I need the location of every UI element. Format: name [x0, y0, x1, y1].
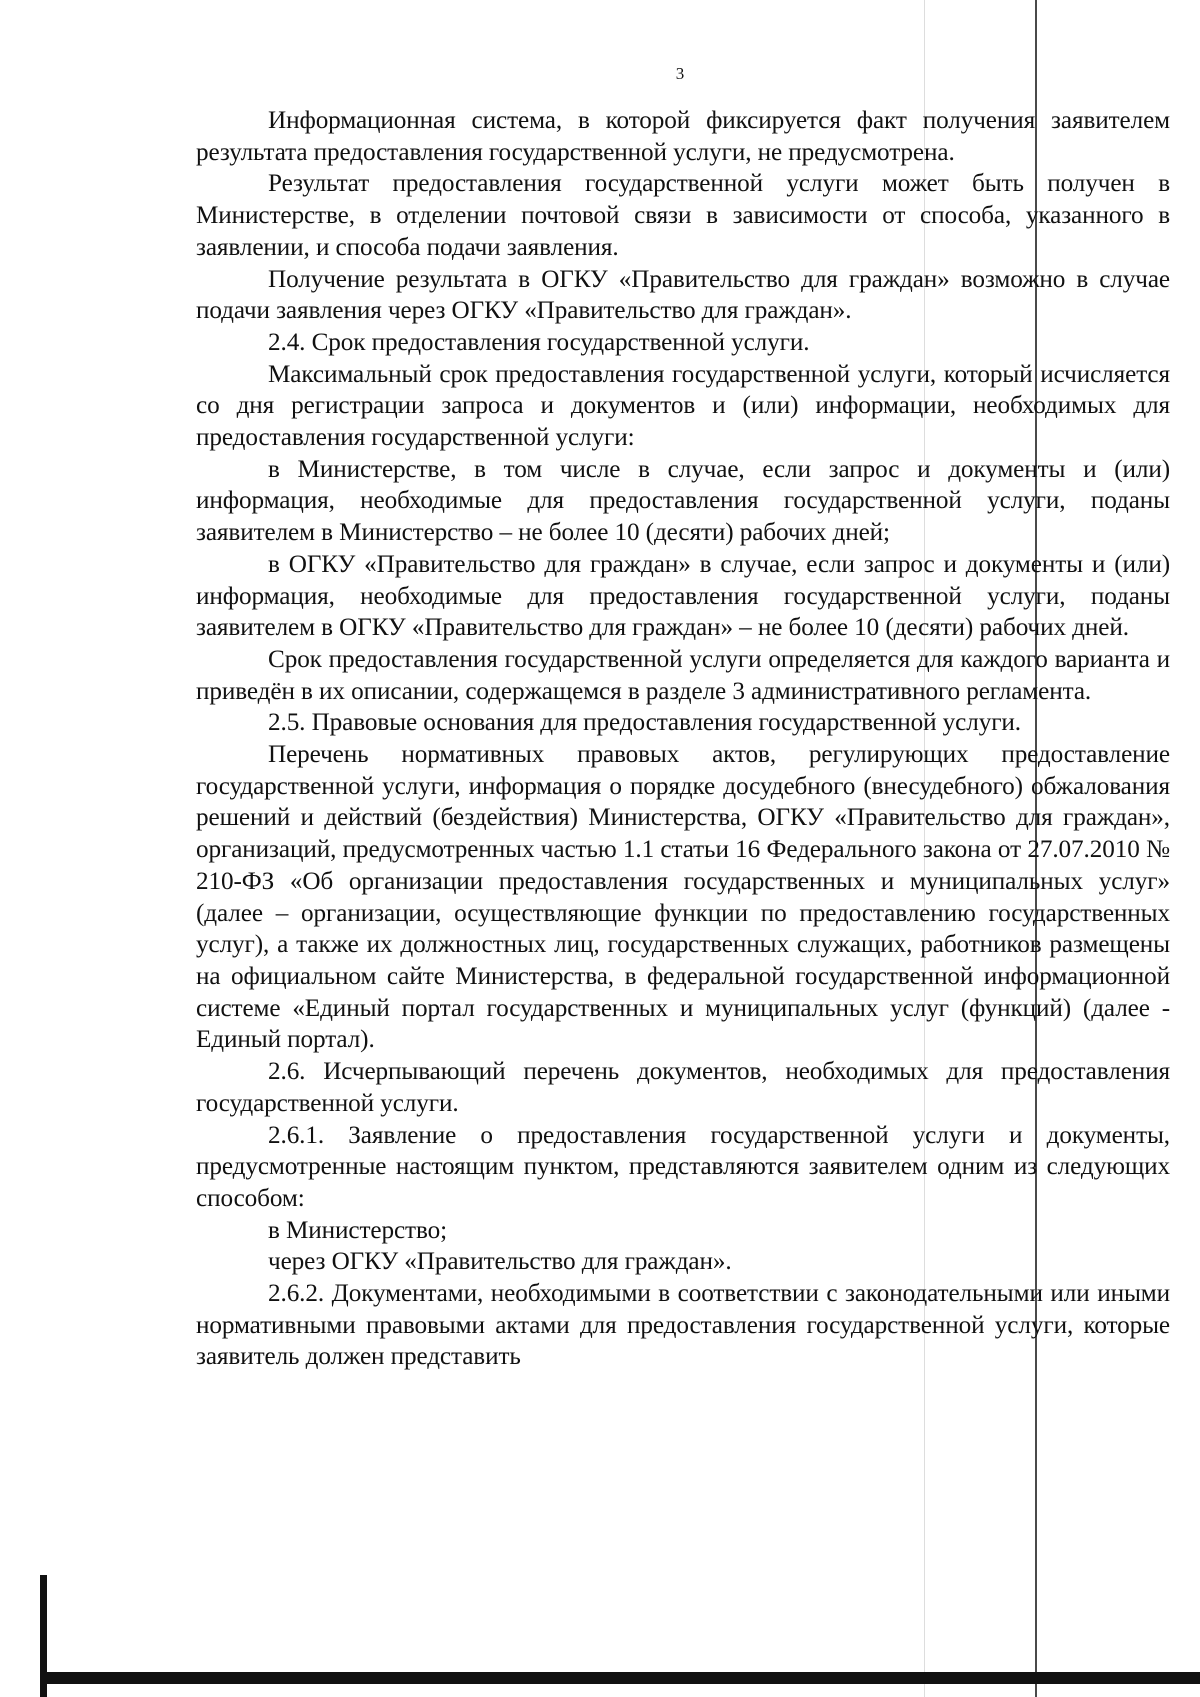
- section-heading-2-6: 2.6. Исчерпывающий перечень документов, необходимых для предоставления государственной услуги.: [196, 1058, 1170, 1117]
- document-body: [196, 105, 1170, 1373]
- section-heading-2-4: 2.4. Срок предоставления государственной услуги.: [268, 328, 810, 356]
- page-number: 3: [675, 64, 685, 83]
- paragraph-term-ministry: в Министерстве, в том числе в случае, если запрос и документы и (или) информация, необходимые для предоставления государственной услуги, поданы заявителем в Министерство – не более 10 (десяти) рабочих дней;: [196, 455, 1170, 547]
- paragraph-max-term: Максимальный срок предоставления государственной услуги, который исчисляется со дня регистрации запроса и документов и (или) информации, необходимых для предоставления государственной услуги:: [196, 360, 1170, 452]
- scan-artifact-bottom-edge: [40, 1672, 1200, 1684]
- paragraph-2-6-2: 2.6.2. Документами, необходимыми в соответствии с законодательными или иными нормативными правовыми актами для предоставления государственной услуги, которые заявитель должен представить: [196, 1280, 1170, 1371]
- list-item-ministry: в Министерство;: [268, 1216, 447, 1244]
- paragraph-term-variant: Срок предоставления государственной услуги определяется для каждого варианта и приведён в их описании, содержащемся в разделе 3 административного регламента.: [196, 645, 1170, 705]
- paragraph-result-mfc: Получение результата в ОГКУ «Правительство для граждан» возможно в случае подачи заявления через ОГКУ «Правительство для граждан».: [196, 265, 1170, 325]
- paragraph-info-system: Информационная система, в которой фиксируется факт получения заявителем результата предоставления государственной услуги, не предусмотрена.: [196, 107, 1170, 166]
- list-item-mfc: через ОГКУ «Правительство для граждан».: [268, 1248, 732, 1276]
- paragraph-legal-acts: Перечень нормативных правовых актов, регулирующих предоставление государственной услуги, информация о порядке досудебного (внесудебного) обжалования решений и действий (бездействия) Министерства, ОГКУ «Правительство для граждан», организаций, предусмотренных частью 1.1 статьи 16 Федерального закона от 27.07.2010 № 210-ФЗ «Об организации предоставления государственных и муниципальных услуг» (далее – организации, осуществляющие функции по предоставлению государственных услуг), а также их должностных лиц, государственных служащих, работников размещены на официальном сайте Министерства, в федеральной государственной информационной системе «Единый портал государственных и муниципальных услуг (функций) (далее - Единый портал).: [196, 741, 1170, 1054]
- section-heading-2-5: 2.5. Правовые основания для предоставления государственной услуги.: [268, 709, 1021, 737]
- paragraph-term-mfc: в ОГКУ «Правительство для граждан» в случае, если запрос и документы и (или) информация, необходимые для предоставления государственной услуги, поданы заявителем в ОГКУ «Правительство для граждан» – не более 10 (десяти) рабочих дней.: [196, 550, 1170, 642]
- paragraph-result-received: Результат предоставления государственной услуги может быть получен в Министерстве, в отделении почтовой связи в зависимости от способа, указанного в заявлении, и способа подачи заявления.: [196, 170, 1170, 261]
- paragraph-2-6-1: 2.6.1. Заявление о предоставления государственной услуги и документы, предусмотренные настоящим пунктом, представляются заявителем одним из следующих способом:: [196, 1121, 1170, 1212]
